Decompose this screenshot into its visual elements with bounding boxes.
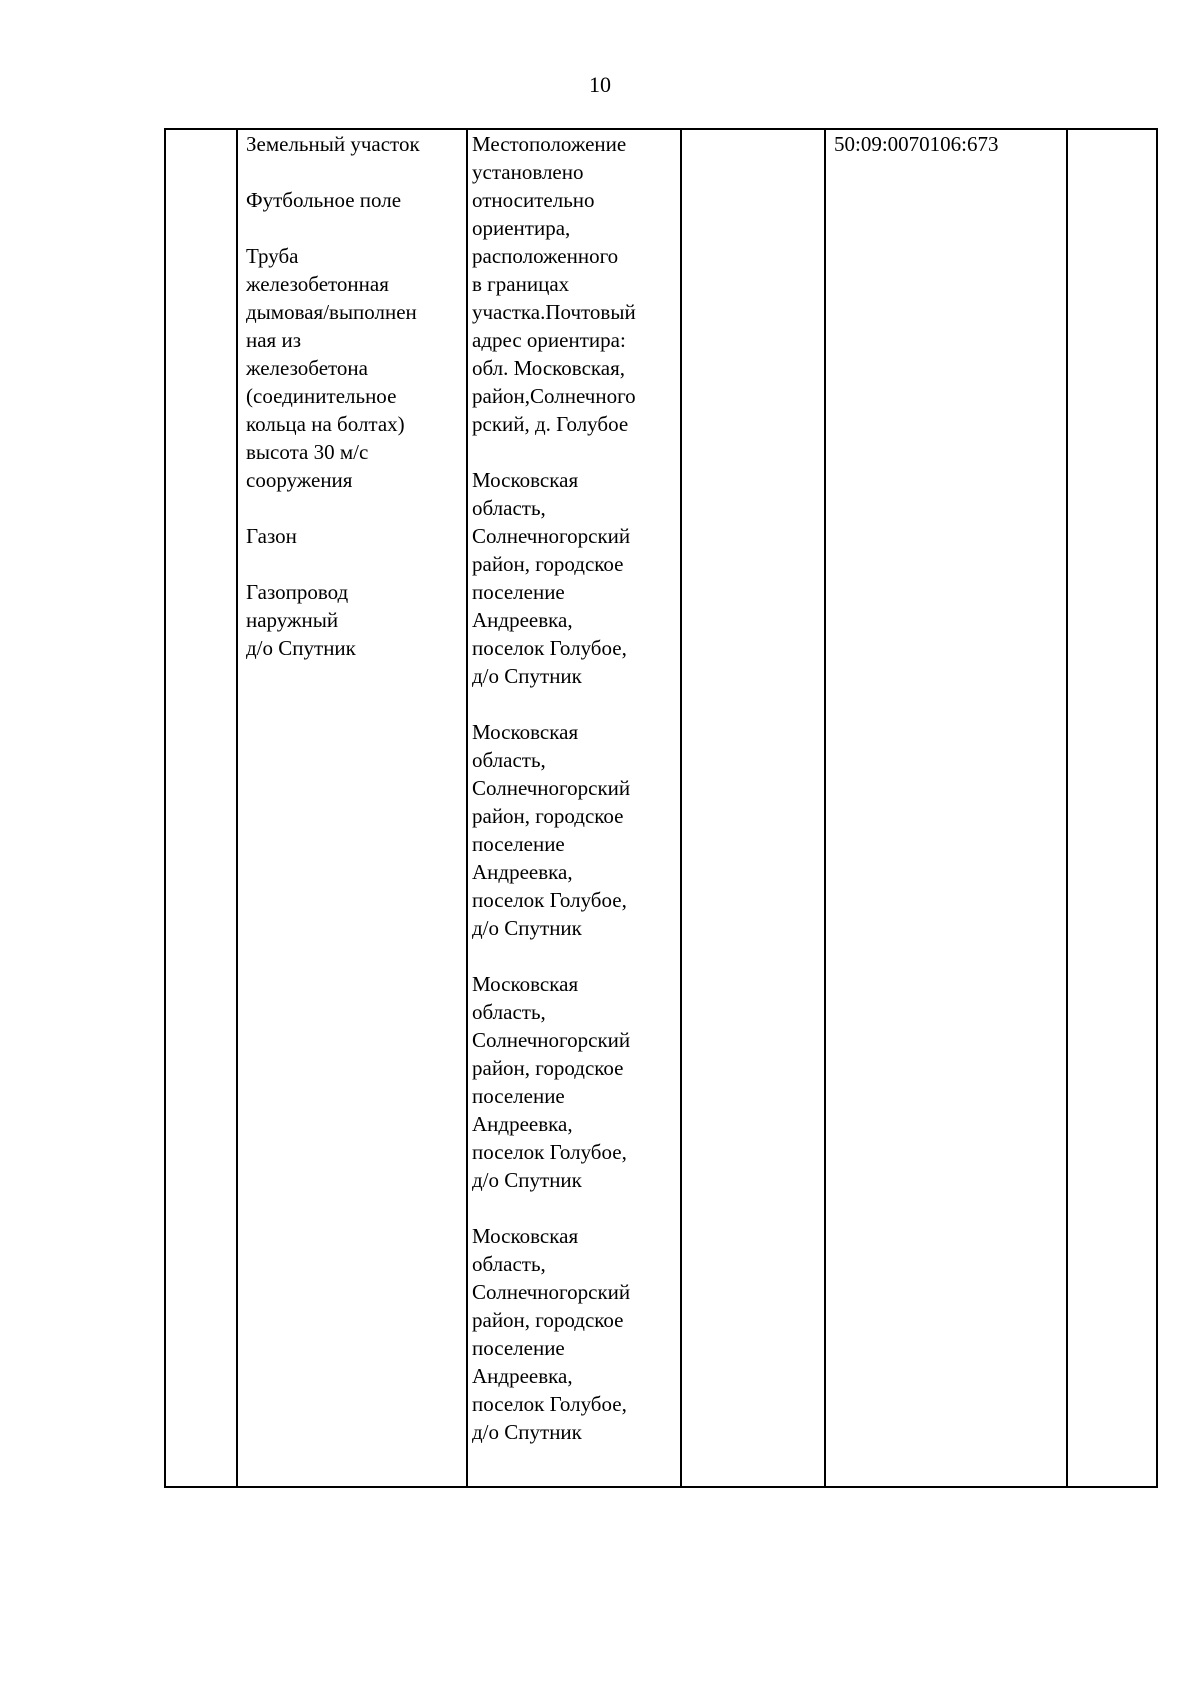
number-cell	[165, 129, 237, 1487]
property-table	[164, 128, 1158, 1488]
empty-cell	[1067, 129, 1157, 1487]
address-column	[467, 129, 681, 1487]
object-name: Газон	[246, 524, 297, 548]
object-address: Московская область, Солнечногорский район, городское поселение Андреевка, поселок Голубое, д/о Спутник	[472, 1224, 631, 1444]
page-number: 10	[589, 72, 611, 97]
object-name: Футбольное поле	[246, 188, 402, 212]
empty-cell	[681, 129, 825, 1487]
cadastral-number: 50:09:0070106:673	[834, 132, 999, 156]
object-address: Местоположение установлено относительно ориентира, расположенного в границах участка.Почтовый адрес ориентира: обл. Московская, район,Солнечного рский, д. Голубое	[472, 132, 636, 436]
object-name: Газопровод наружный д/о Спутник	[246, 580, 356, 660]
object-address: Московская область, Солнечногорский район, городское поселение Андреевка, поселок Голубое, д/о Спутник	[472, 720, 631, 940]
object-name-column	[237, 129, 467, 1487]
object-address: Московская область, Солнечногорский район, городское поселение Андреевка, поселок Голубое, д/о Спутник	[472, 972, 631, 1192]
object-name: Земельный участок	[246, 132, 420, 156]
object-name: Труба железобетонная дымовая/выполнен ная из железобетона (соединительное кольца на болтах) высота 30 м/с сооружения	[246, 244, 417, 492]
object-address: Московская область, Солнечногорский район, городское поселение Андреевка, поселок Голубое, д/о Спутник	[472, 468, 631, 688]
table-row	[165, 129, 1157, 1487]
cadastral-column	[825, 129, 1067, 1487]
